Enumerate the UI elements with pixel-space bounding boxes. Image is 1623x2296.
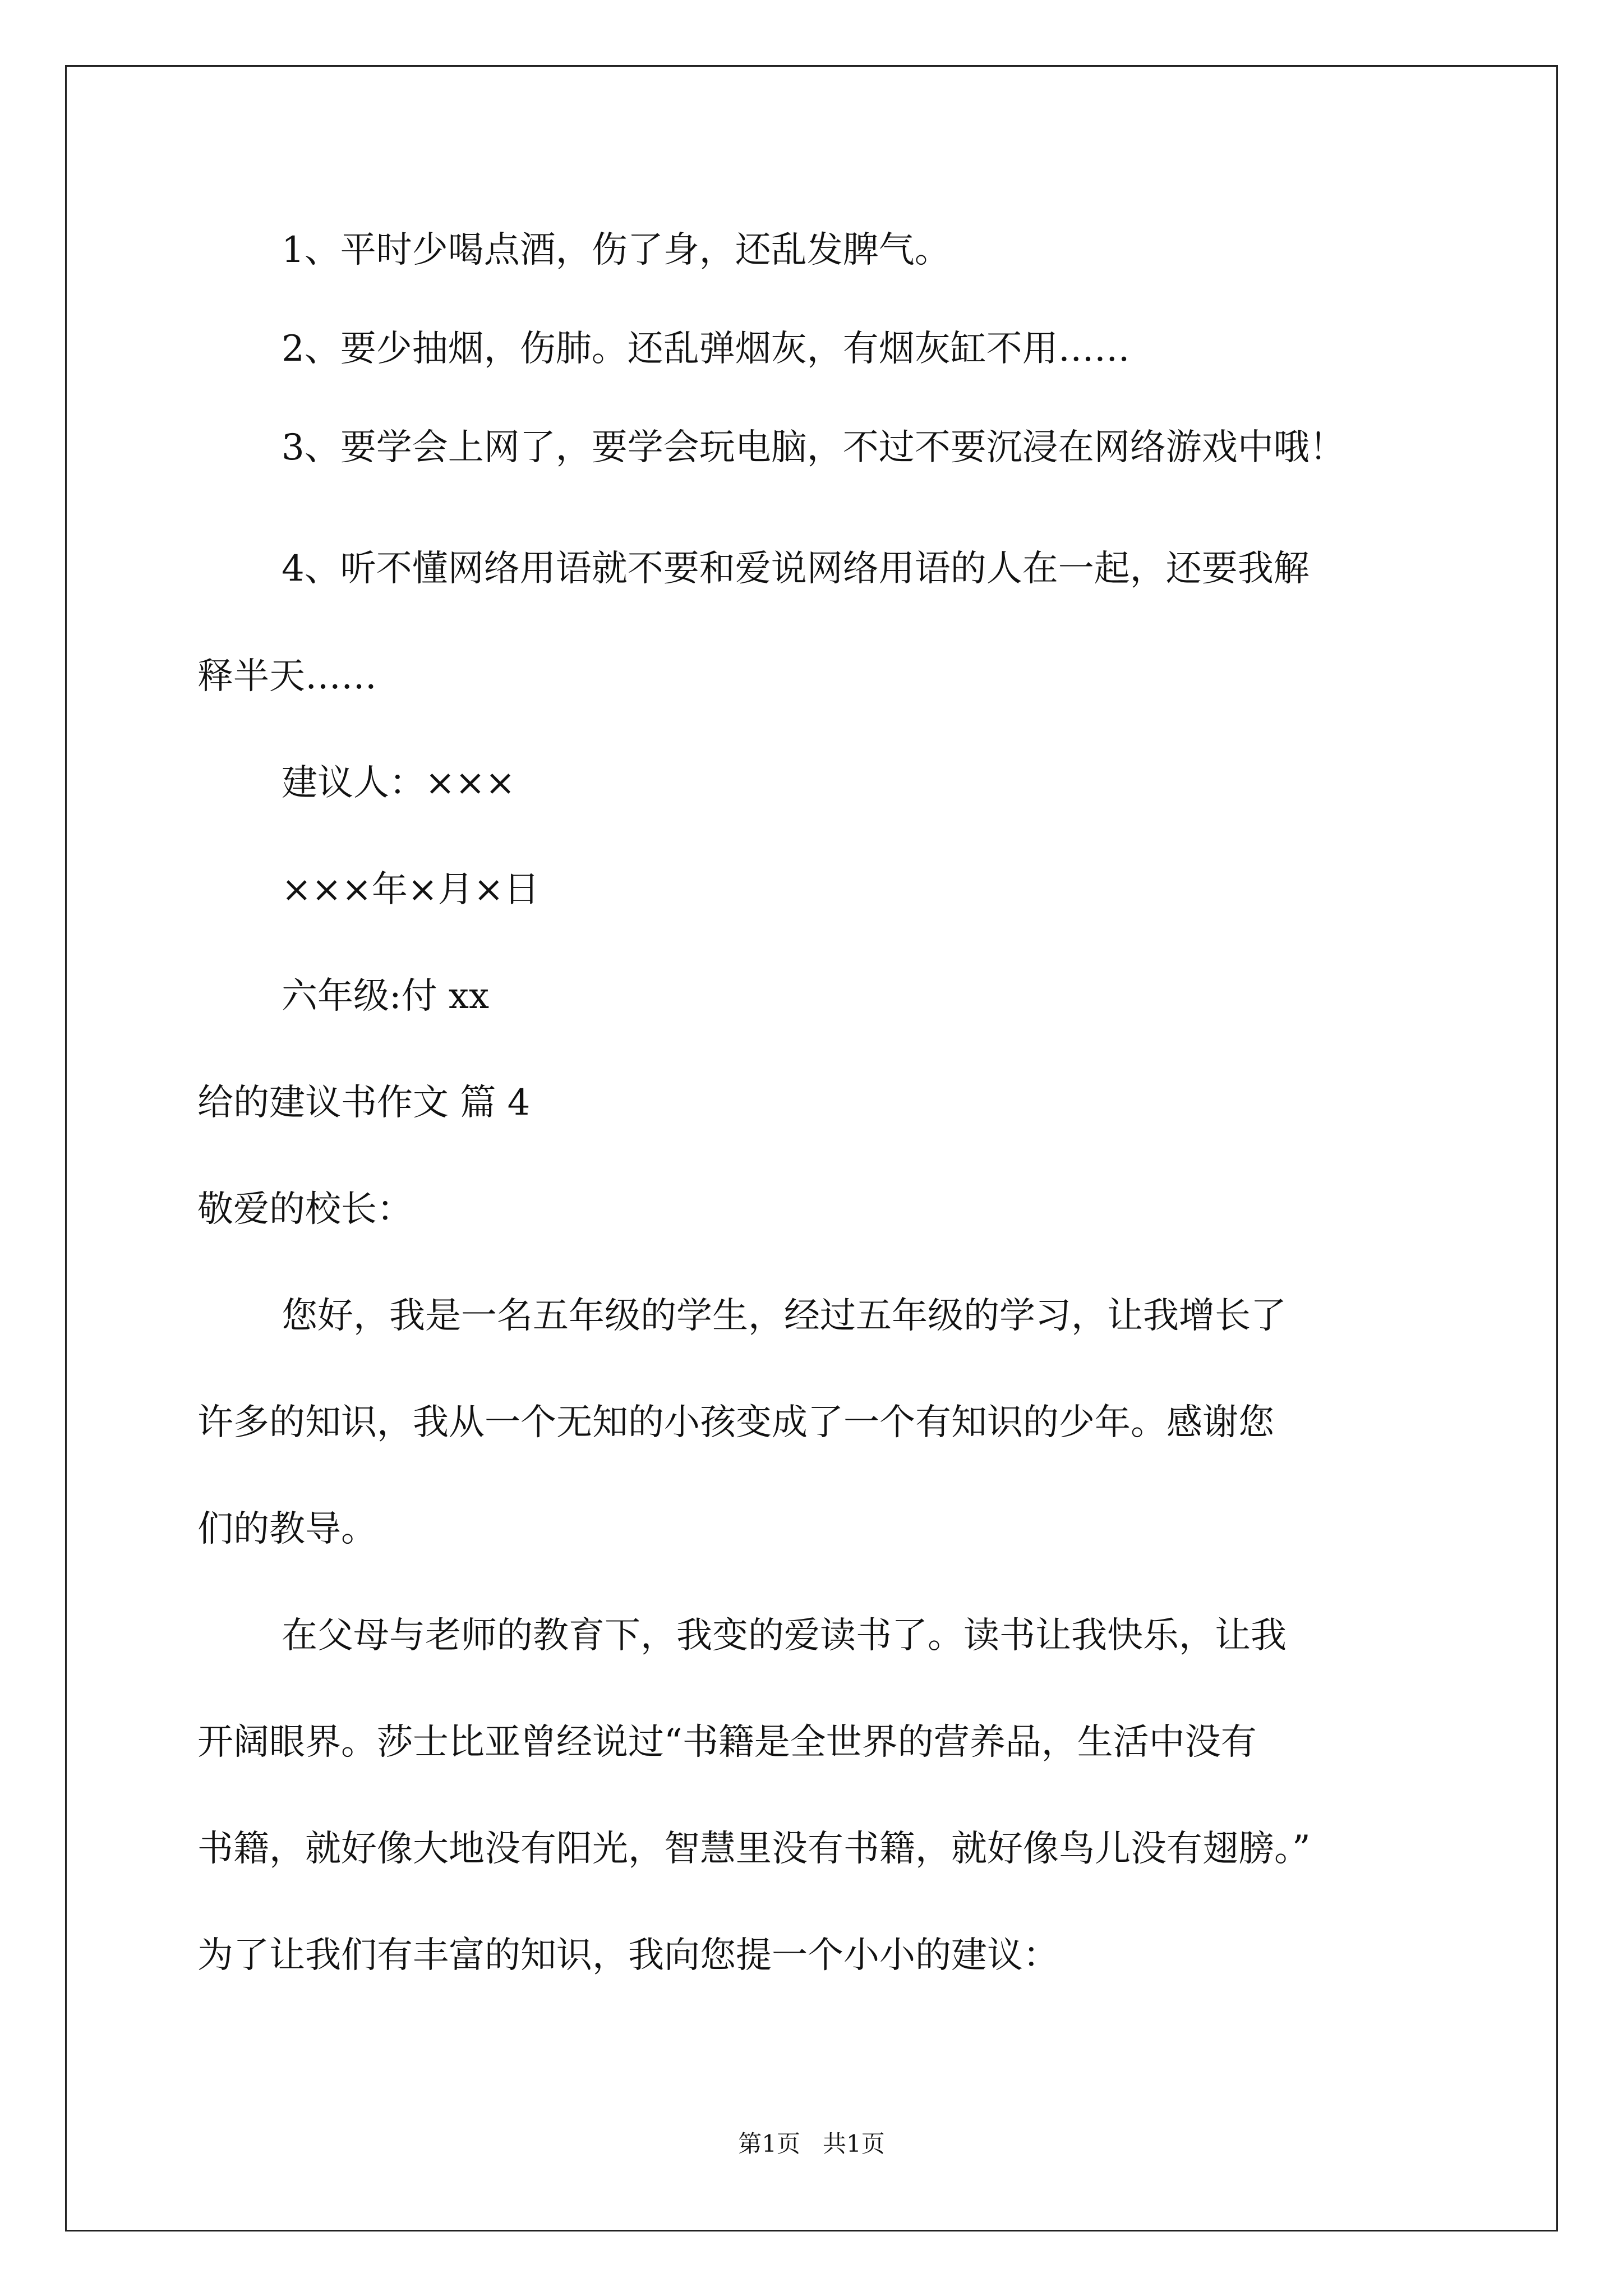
paragraph-2-line-3: 书籍，就好像大地没有阳光，智慧里没有书籍，就好像鸟儿没有翅膀。” xyxy=(197,1828,1311,1870)
list-item-2: 2、要少抽烟，伤肺。还乱弹烟灰，有烟灰缸不用…… xyxy=(282,328,1130,370)
list-item-1: 1、平时少喝点酒，伤了身，还乱发脾气。 xyxy=(282,229,951,271)
signer-line: 建议人：××× xyxy=(282,762,515,804)
paragraph-2-line-2: 开阔眼界。莎士比亚曾经说过“书籍是全世界的营养品，生活中没有 xyxy=(197,1722,1257,1763)
page-footer: 第1页 共1页 xyxy=(738,2130,885,2157)
list-item-4-cont: 释半天…… xyxy=(197,656,377,697)
paragraph-2-line-4: 为了让我们有丰富的知识，我向您提一个小小的建议： xyxy=(197,1935,1059,1976)
paragraph-1-line-3: 们的教导。 xyxy=(197,1508,377,1550)
paragraph-1-line-1: 您好，我是一名五年级的学生，经过五年级的学习，让我增长了 xyxy=(282,1295,1287,1337)
section-heading: 给的建议书作文 篇 4 xyxy=(197,1082,531,1124)
salutation: 敬爱的校长： xyxy=(197,1189,413,1230)
date-line: ×××年×月×日 xyxy=(282,869,540,910)
list-item-4: 4、听不懂网络用语就不要和爱说网络用语的人在一起，还要我解 xyxy=(282,548,1310,590)
author-line: 六年级:付 xx xyxy=(282,976,490,1017)
paragraph-1-line-2: 许多的知识，我从一个无知的小孩变成了一个有知识的少年。感谢您 xyxy=(197,1402,1274,1443)
list-item-3: 3、要学会上网了，要学会玩电脑，不过不要沉浸在网络游戏中哦！ xyxy=(282,427,1345,468)
paragraph-2-line-1: 在父母与老师的教育下，我变的爱读书了。读书让我快乐，让我 xyxy=(282,1615,1287,1657)
page-frame xyxy=(65,65,1558,2231)
